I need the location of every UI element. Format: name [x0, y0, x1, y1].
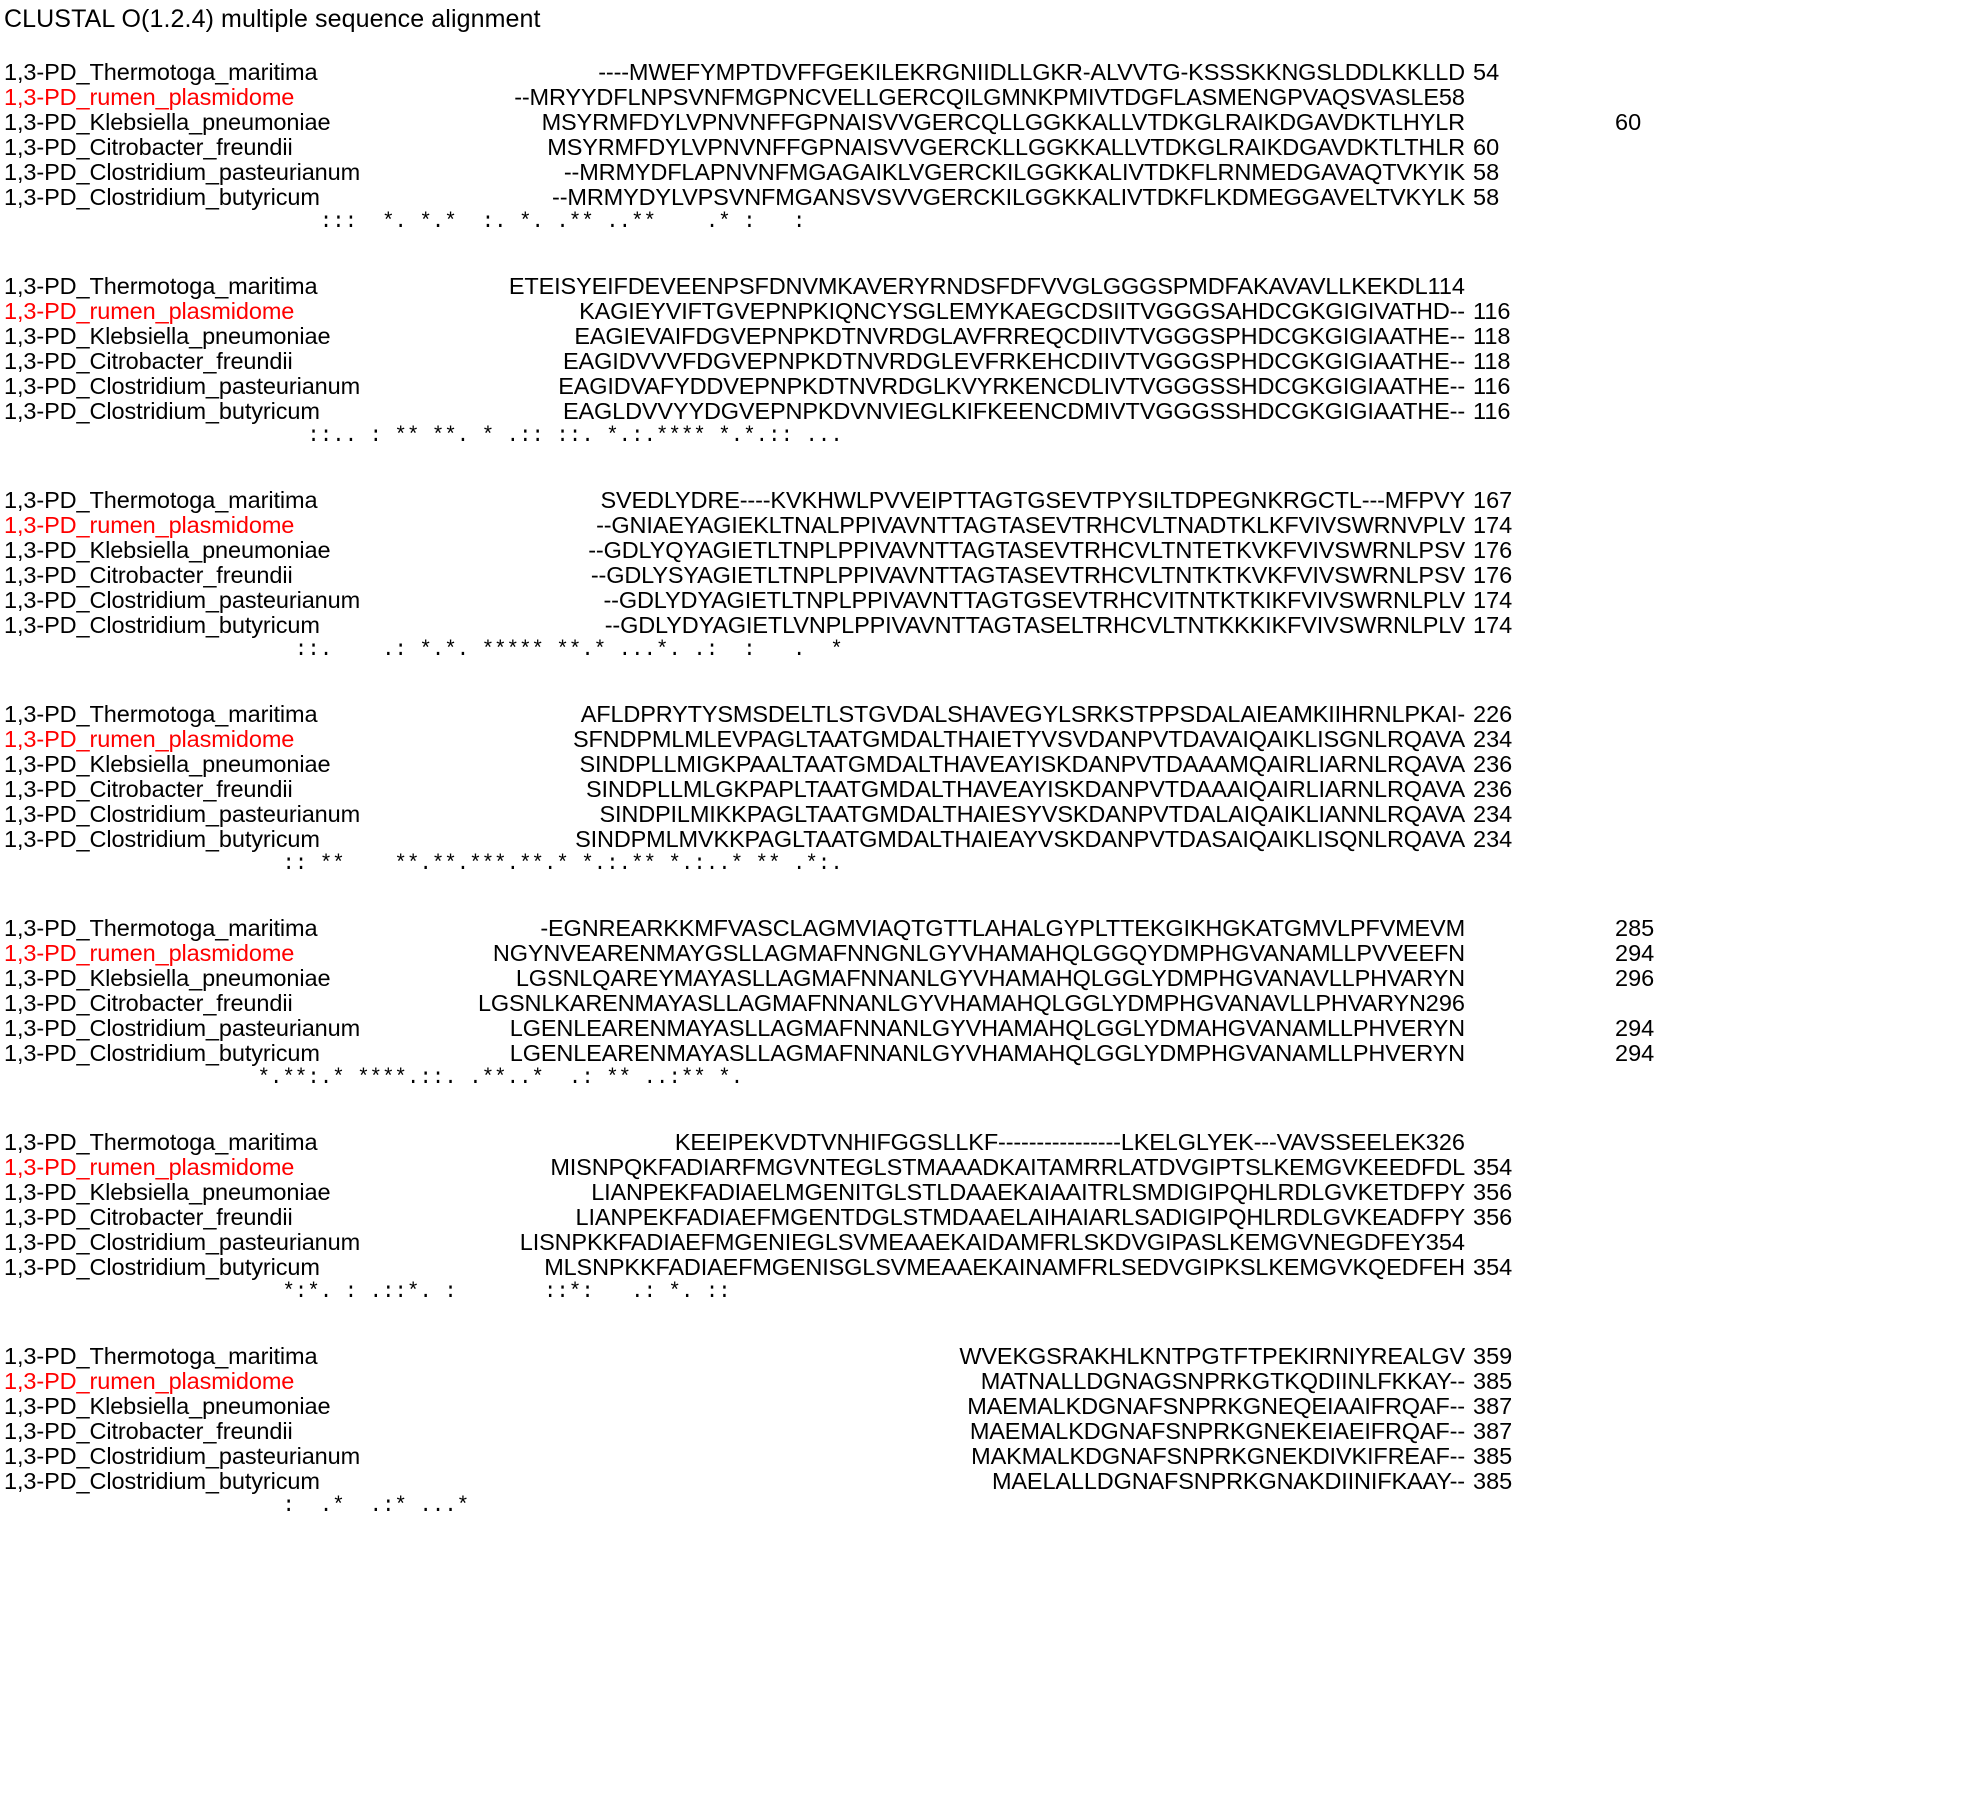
sequence-residues: KEEIPEKVDTVNHIFGGSLLKF----------------LKELGLYEK---VAVSSEELEK	[674, 1129, 1426, 1155]
residue-count: 114	[1427, 273, 1465, 299]
sequence-label: 1,3-PD_Clostridium_pasteurianum	[4, 1229, 361, 1255]
sequence-residues: MLSNPKKFADIAEFMGENISGLSVMEAAEKAINAMFRLSEDVGIPKSLKEMGVKQEDFEH	[544, 1254, 1465, 1280]
sequence-residues: SINDPMLMVKKPAGLTAATGMDALTHAIEAYVSKDANPVTDASAIQAIKLISQNLRQAVA	[575, 826, 1465, 852]
sequence-wrapper	[355, 991, 1465, 1016]
block-spacer	[0, 449, 1963, 474]
sequence-residues: LIANPEKFADIAELMGENITGLSTLDAAEKAIAAITRLSMDIGIPQHLRDLGVKETDFPY	[591, 1179, 1465, 1205]
sequence-label: 1,3-PD_Thermotoga_maritima	[4, 915, 318, 941]
residue-count: 118	[1473, 348, 1511, 374]
residue-count: 354	[1473, 1254, 1513, 1280]
alignment-block	[0, 60, 1963, 260]
sequence-wrapper	[355, 135, 1465, 160]
sequence-label: 1,3-PD_Klebsiella_pneumoniae	[4, 323, 331, 349]
residue-count: 174	[1473, 587, 1513, 613]
sequence-wrapper	[355, 1130, 1465, 1155]
sequence-label: 1,3-PD_Clostridium_butyricum	[4, 398, 320, 424]
sequence-label: 1,3-PD_Clostridium_butyricum	[4, 1040, 320, 1066]
sequence-residues: MISNPQKFADIARFMGVNTEGLSTMAAADKAITAMRRLATDVGIPTSLKEMGVKEEDFDL	[550, 1154, 1465, 1180]
sequence-wrapper	[355, 185, 1465, 210]
residue-count: 387	[1473, 1418, 1513, 1444]
sequence-label: 1,3-PD_Klebsiella_pneumoniae	[4, 1393, 331, 1419]
alignment-block	[0, 1130, 1963, 1330]
sequence-residues: --MRYYDFLNPSVNFMGPNCVELLGERCQILGMNKPMIVTDGFLASMENGPVAQSVASLE	[514, 84, 1439, 110]
sequence-residues: SINDPLLMLGKPAPLTAATGMDALTHAVEAYISKDANPVTDAAAIQAIRLIARNLRQAVA	[585, 776, 1465, 802]
sequence-wrapper	[355, 1469, 1465, 1494]
alignment-row	[0, 1180, 1963, 1205]
conservation-line: ::. .: *.*. ***** **.* ...*. .: : . *	[245, 639, 843, 662]
residue-count: 385	[1473, 1368, 1513, 1394]
sequence-label: 1,3-PD_Clostridium_pasteurianum	[4, 159, 361, 185]
conservation-line: *.**:.* ****.::. .**..* .: ** ..:** *.	[245, 1067, 744, 1090]
block-spacer	[0, 1519, 1963, 1544]
sequence-wrapper	[355, 488, 1465, 513]
sequence-label: 1,3-PD_Thermotoga_maritima	[4, 487, 318, 513]
alignment-blocks	[0, 60, 1963, 1544]
block-spacer	[0, 235, 1963, 260]
sequence-wrapper	[355, 702, 1465, 727]
residue-count: 176	[1473, 537, 1513, 563]
conservation-line: *:*. : .::*. : ::*: .: *. ::	[245, 1281, 731, 1304]
sequence-residues: ----MWEFYMPTDVFFGEKILEKRGNIIDLLGKR-ALVVTG-KSSSKKNGSLDDLKKLLD	[598, 59, 1465, 85]
sequence-wrapper	[355, 324, 1465, 349]
residue-count: 60	[1615, 109, 1642, 135]
alignment-row	[0, 324, 1963, 349]
sequence-wrapper	[355, 563, 1465, 588]
sequence-label: 1,3-PD_Thermotoga_maritima	[4, 1343, 318, 1369]
sequence-residues: -EGNREARKKMFVASCLAGMVIAQTGTTLAHALGYPLTTEKGIKHGKATGMVLPFVMEVM	[540, 915, 1465, 941]
sequence-wrapper	[355, 777, 1465, 802]
sequence-label: 1,3-PD_rumen_plasmidome	[4, 940, 295, 966]
residue-count: 385	[1473, 1468, 1513, 1494]
alignment-row	[0, 110, 1963, 135]
sequence-wrapper	[355, 1344, 1465, 1369]
sequence-wrapper	[355, 802, 1465, 827]
sequence-residues: MSYRMFDYLVPNVNFFGPNAISVVGERCKLLGGKKALLVTDKGLRAIKDGAVDKTLTHLR	[547, 134, 1465, 160]
sequence-wrapper	[355, 588, 1465, 613]
sequence-residues: --MRMYDFLAPNVNFMGAGAIKLVGERCKILGGKKALIVTDKFLRNMEDGAVAQTVKYIK	[563, 159, 1465, 185]
sequence-residues: LIANPEKFADIAEFMGENTDGLSTMDAAELAIHAIARLSADIGIPQHLRDLGVKEADFPY	[575, 1204, 1465, 1230]
sequence-label: 1,3-PD_Clostridium_butyricum	[4, 612, 320, 638]
block-spacer	[0, 1091, 1963, 1116]
alignment-row	[0, 1205, 1963, 1230]
alignment-row	[0, 702, 1963, 727]
sequence-residues: LGENLEARENMAYASLLAGMAFNNANLGYVHAMAHQLGGLYDMPHGVANAMLLPHVERYN	[509, 1040, 1465, 1066]
sequence-wrapper	[355, 916, 1465, 941]
residue-count: 58	[1473, 159, 1500, 185]
alignment-row	[0, 1041, 1963, 1066]
residue-count: 116	[1473, 298, 1511, 324]
alignment-row	[0, 538, 1963, 563]
residue-count: 226	[1473, 701, 1513, 727]
alignment-row	[0, 60, 1963, 85]
sequence-label: 1,3-PD_Clostridium_butyricum	[4, 1468, 320, 1494]
residue-count: 385	[1473, 1443, 1513, 1469]
alignment-row	[0, 1369, 1963, 1394]
residue-count: 296	[1425, 990, 1465, 1016]
sequence-label: 1,3-PD_Clostridium_pasteurianum	[4, 373, 361, 399]
sequence-wrapper	[355, 727, 1465, 752]
conservation-line: :: ** **.**.***.**.* *.:.** *.:..* ** .*:.	[245, 853, 843, 876]
sequence-label: 1,3-PD_Citrobacter_freundii	[4, 134, 293, 160]
alignment-block	[0, 916, 1963, 1116]
sequence-label: 1,3-PD_Citrobacter_freundii	[4, 348, 293, 374]
residue-count: 285	[1615, 915, 1655, 941]
residue-count: 116	[1473, 398, 1511, 424]
alignment-row	[0, 488, 1963, 513]
sequence-label: 1,3-PD_Citrobacter_freundii	[4, 1204, 293, 1230]
sequence-wrapper	[355, 538, 1465, 563]
sequence-label: 1,3-PD_Clostridium_butyricum	[4, 1254, 320, 1280]
sequence-wrapper	[355, 1041, 1465, 1066]
residue-count: 326	[1425, 1129, 1465, 1155]
sequence-wrapper	[355, 1230, 1465, 1255]
sequence-residues: KAGIEYVIFTGVEPNPKIQNCYSGLEMYKAEGCDSIITVGGGSAHDCGKGIGIVATHD--	[579, 298, 1465, 324]
sequence-residues: NGYNVEARENMAYGSLLAGMAFNNGNLGYVHAMAHQLGGQYDMPHGVANAMLLPVVEEFN	[492, 940, 1465, 966]
page-title: CLUSTAL O(1.2.4) multiple sequence alignment	[4, 5, 541, 33]
block-spacer	[0, 1305, 1963, 1330]
alignment-row	[0, 1016, 1963, 1041]
sequence-wrapper	[355, 1016, 1465, 1041]
sequence-residues: EAGIDVVVFDGVEPNPKDTNVRDGLEVFRKEHCDIIVTVGGGSPHDCGKGIGIAATHE--	[563, 348, 1465, 374]
sequence-label: 1,3-PD_Clostridium_butyricum	[4, 184, 320, 210]
residue-count: 296	[1615, 965, 1655, 991]
alignment-row	[0, 1344, 1963, 1369]
sequence-label: 1,3-PD_Clostridium_pasteurianum	[4, 801, 361, 827]
sequence-label: 1,3-PD_Citrobacter_freundii	[4, 776, 293, 802]
sequence-label: 1,3-PD_Clostridium_pasteurianum	[4, 1443, 361, 1469]
alignment-row	[0, 135, 1963, 160]
sequence-residues: MAKMALKDGNAFSNPRKGNEKDIVKIFREAF--	[971, 1443, 1465, 1469]
alignment-row	[0, 991, 1963, 1016]
sequence-label: 1,3-PD_rumen_plasmidome	[4, 512, 295, 538]
alignment-block	[0, 1344, 1963, 1544]
residue-count: 294	[1615, 940, 1655, 966]
alignment-row	[0, 185, 1963, 210]
sequence-wrapper	[355, 374, 1465, 399]
alignment-row	[0, 941, 1963, 966]
block-spacer	[0, 663, 1963, 688]
conservation-line: : .* .:* ...*	[245, 1495, 470, 1518]
sequence-label: 1,3-PD_Citrobacter_freundii	[4, 990, 293, 1016]
sequence-wrapper	[355, 941, 1465, 966]
sequence-residues: --GDLYDYAGIETLVNPLPPIVAVNTTAGTASELTRHCVLTNTKKKIKFVIVSWRNLPLV	[604, 612, 1465, 638]
sequence-wrapper	[355, 1419, 1465, 1444]
sequence-residues: WVEKGSRAKHLKNTPGTFTPEKIRNIYREALGV	[959, 1343, 1465, 1369]
sequence-label: 1,3-PD_Klebsiella_pneumoniae	[4, 1179, 331, 1205]
alignment-row	[0, 374, 1963, 399]
sequence-wrapper	[355, 1255, 1465, 1280]
alignment-row	[0, 727, 1963, 752]
alignment-row	[0, 160, 1963, 185]
alignment-row	[0, 399, 1963, 424]
alignment-row	[0, 1230, 1963, 1255]
residue-count: 174	[1473, 512, 1513, 538]
alignment-row	[0, 588, 1963, 613]
residue-count: 54	[1473, 59, 1500, 85]
sequence-wrapper	[355, 966, 1465, 991]
sequence-wrapper	[355, 274, 1465, 299]
sequence-residues: EAGIDVAFYDDVEPNPKDTNVRDGLKVYRKENCDLIVTVGGGSSHDCGKGIGIAATHE--	[558, 373, 1465, 399]
sequence-label: 1,3-PD_Clostridium_pasteurianum	[4, 1015, 361, 1041]
sequence-label: 1,3-PD_Klebsiella_pneumoniae	[4, 751, 331, 777]
alignment-row	[0, 1419, 1963, 1444]
sequence-residues: --GDLYSYAGIETLTNPLPPIVAVNTTAGTASEVTRHCVLTNTKTKVKFVIVSWRNLPSV	[590, 562, 1465, 588]
sequence-residues: LISNPKKFADIAEFMGENIEGLSVMEAAEKAIDAMFRLSKDVGIPASLKEMGVNEGDFEY	[519, 1229, 1426, 1255]
alignment-row	[0, 274, 1963, 299]
sequence-residues: SINDPILMIKKPAGLTAATGMDALTHAIESYVSKDANPVTDALAIQAIKLIANNLRQAVA	[599, 801, 1465, 827]
sequence-residues: ETEISYEIFDEVEENPSFDNVMKAVERYRNDSFDFVVGLGGGSPMDFAKAVAVLLKEKDL	[508, 273, 1428, 299]
alignment-row	[0, 1444, 1963, 1469]
sequence-residues: --GDLYQYAGIETLTNPLPPIVAVNTTAGTASEVTRHCVLTNTETKVKFVIVSWRNLPSV	[588, 537, 1465, 563]
sequence-residues: MATNALLDGNAGSNPRKGTKQDIINLFKKAY--	[980, 1368, 1465, 1394]
sequence-label: 1,3-PD_Clostridium_pasteurianum	[4, 587, 361, 613]
residue-count: 174	[1473, 612, 1513, 638]
sequence-label: 1,3-PD_Klebsiella_pneumoniae	[4, 109, 331, 135]
alignment-block	[0, 702, 1963, 902]
alignment-row	[0, 827, 1963, 852]
residue-count: 356	[1473, 1204, 1513, 1230]
sequence-label: 1,3-PD_Klebsiella_pneumoniae	[4, 965, 331, 991]
alignment-row	[0, 563, 1963, 588]
alignment-row	[0, 1130, 1963, 1155]
sequence-label: 1,3-PD_rumen_plasmidome	[4, 298, 295, 324]
sequence-wrapper	[355, 1155, 1465, 1180]
residue-count: 234	[1473, 826, 1513, 852]
sequence-wrapper	[355, 110, 1465, 135]
sequence-residues: AFLDPRYTYSMSDELTLSTGVDALSHAVEGYLSRKSTPPSDALAIEAMKIIHRNLPKAI-	[580, 701, 1465, 727]
sequence-label: 1,3-PD_Thermotoga_maritima	[4, 273, 318, 299]
sequence-wrapper	[355, 827, 1465, 852]
residue-count: 359	[1473, 1343, 1513, 1369]
residue-count: 116	[1473, 373, 1511, 399]
residue-count: 356	[1473, 1179, 1513, 1205]
alignment-row	[0, 299, 1963, 324]
sequence-residues: --GNIAEYAGIEKLTNALPPIVAVNTTAGTASEVTRHCVLTNADTKLKFVIVSWRNVPLV	[596, 512, 1465, 538]
sequence-residues: SFNDPMLMLEVPAGLTAATGMDALTHAIETYVSVDANPVTDAVAIQAIKLISGNLRQAVA	[572, 726, 1465, 752]
sequence-wrapper	[355, 513, 1465, 538]
residue-count: 387	[1473, 1393, 1513, 1419]
sequence-wrapper	[355, 1205, 1465, 1230]
sequence-residues: LGENLEARENMAYASLLAGMAFNNANLGYVHAMAHQLGGLYDMAHGVANAMLLPHVERYN	[509, 1015, 1465, 1041]
residue-count: 58	[1473, 184, 1500, 210]
sequence-label: 1,3-PD_rumen_plasmidome	[4, 726, 295, 752]
residue-count: 236	[1473, 751, 1513, 777]
sequence-wrapper	[355, 1394, 1465, 1419]
sequence-label: 1,3-PD_rumen_plasmidome	[4, 1368, 295, 1394]
block-spacer	[0, 877, 1963, 902]
residue-count: 354	[1473, 1154, 1513, 1180]
residue-count: 294	[1615, 1040, 1655, 1066]
sequence-wrapper	[355, 85, 1465, 110]
alignment-row	[0, 752, 1963, 777]
residue-count: 294	[1615, 1015, 1655, 1041]
alignment-block	[0, 274, 1963, 474]
residue-count: 60	[1473, 134, 1500, 160]
alignment-row	[0, 1255, 1963, 1280]
sequence-residues: --GDLYDYAGIETLTNPLPPIVAVNTTAGTGSEVTRHCVITNTKTKIKFVIVSWRNLPLV	[603, 587, 1465, 613]
sequence-residues: EAGLDVVYYDGVEPNPKDVNVIEGLKIFKEENCDMIVTVGGGSSHDCGKGIGIAATHE--	[562, 398, 1465, 424]
sequence-residues: SVEDLYDRE----KVKHWLPVVEIPTTAGTGSEVTPYSILTDPEGNKRGCTL---MFPVY	[600, 487, 1465, 513]
sequence-wrapper	[355, 1369, 1465, 1394]
sequence-wrapper	[355, 349, 1465, 374]
sequence-wrapper	[355, 752, 1465, 777]
alignment-row	[0, 349, 1963, 374]
alignment-row	[0, 916, 1963, 941]
alignment-row	[0, 85, 1963, 110]
sequence-residues: MSYRMFDYLVPNVNFFGPNAISVVGERCQLLGGKKALLVTDKGLRAIKDGAVDKTLHYLR	[541, 109, 1465, 135]
conservation-line: ::.. : ** **. * .:: ::. *.:.**** *.*.:: ...	[245, 425, 843, 448]
sequence-wrapper	[355, 399, 1465, 424]
sequence-wrapper	[355, 299, 1465, 324]
sequence-label: 1,3-PD_rumen_plasmidome	[4, 84, 295, 110]
alignment-row	[0, 1155, 1963, 1180]
sequence-label: 1,3-PD_Thermotoga_maritima	[4, 59, 318, 85]
alignment-row	[0, 1394, 1963, 1419]
sequence-label: 1,3-PD_Thermotoga_maritima	[4, 1129, 318, 1155]
sequence-residues: LGSNLKARENMAYASLLAGMAFNNANLGYVHAMAHQLGGLYDMPHGVANAVLLPHVARYN	[477, 990, 1426, 1016]
residue-count: 176	[1473, 562, 1513, 588]
sequence-label: 1,3-PD_rumen_plasmidome	[4, 1154, 295, 1180]
sequence-label: 1,3-PD_Thermotoga_maritima	[4, 701, 318, 727]
alignment-row	[0, 513, 1963, 538]
residue-count: 234	[1473, 726, 1513, 752]
residue-count: 236	[1473, 776, 1513, 802]
sequence-label: 1,3-PD_Citrobacter_freundii	[4, 562, 293, 588]
alignment-block	[0, 488, 1963, 688]
alignment-row	[0, 802, 1963, 827]
sequence-residues: MAELALLDGNAFSNPRKGNAKDIINIFKAAY--	[991, 1468, 1465, 1494]
residue-count: 354	[1425, 1229, 1465, 1255]
alignment-row	[0, 966, 1963, 991]
alignment-row	[0, 613, 1963, 638]
alignment-row	[0, 777, 1963, 802]
sequence-label: 1,3-PD_Citrobacter_freundii	[4, 1418, 293, 1444]
alignment-row	[0, 1469, 1963, 1494]
sequence-label: 1,3-PD_Klebsiella_pneumoniae	[4, 537, 331, 563]
sequence-residues: MAEMALKDGNAFSNPRKGNEKEIAEIFRQAF--	[969, 1418, 1465, 1444]
sequence-residues: LGSNLQAREYMAYASLLAGMAFNNANLGYVHAMAHQLGGLYDMPHGVANAVLLPHVARYN	[515, 965, 1465, 991]
sequence-residues: --MRMYDYLVPSVNFMGANSVSVVGERCKILGGKKALIVTDKFLKDMEGGAVELTVKYLK	[552, 184, 1465, 210]
sequence-wrapper	[355, 160, 1465, 185]
sequence-residues: SINDPLLMIGKPAALTAATGMDALTHAVEAYISKDANPVTDAAAMQAIRLIARNLRQAVA	[579, 751, 1465, 777]
residue-count: 118	[1473, 323, 1511, 349]
sequence-label: 1,3-PD_Clostridium_butyricum	[4, 826, 320, 852]
residue-count: 234	[1473, 801, 1513, 827]
conservation-line: ::: *. *.* :. *. .** ..** .* : :	[245, 211, 806, 234]
sequence-residues: MAEMALKDGNAFSNPRKGNEQEIAAIFRQAF--	[967, 1393, 1465, 1419]
sequence-wrapper	[355, 60, 1465, 85]
residue-count: 58	[1438, 84, 1465, 110]
residue-count: 167	[1473, 487, 1513, 513]
sequence-wrapper	[355, 1444, 1465, 1469]
sequence-wrapper	[355, 613, 1465, 638]
sequence-wrapper	[355, 1180, 1465, 1205]
sequence-residues: EAGIEVAIFDGVEPNPKDTNVRDGLAVFRREQCDIIVTVGGGSPHDCGKGIGIAATHE--	[574, 323, 1465, 349]
